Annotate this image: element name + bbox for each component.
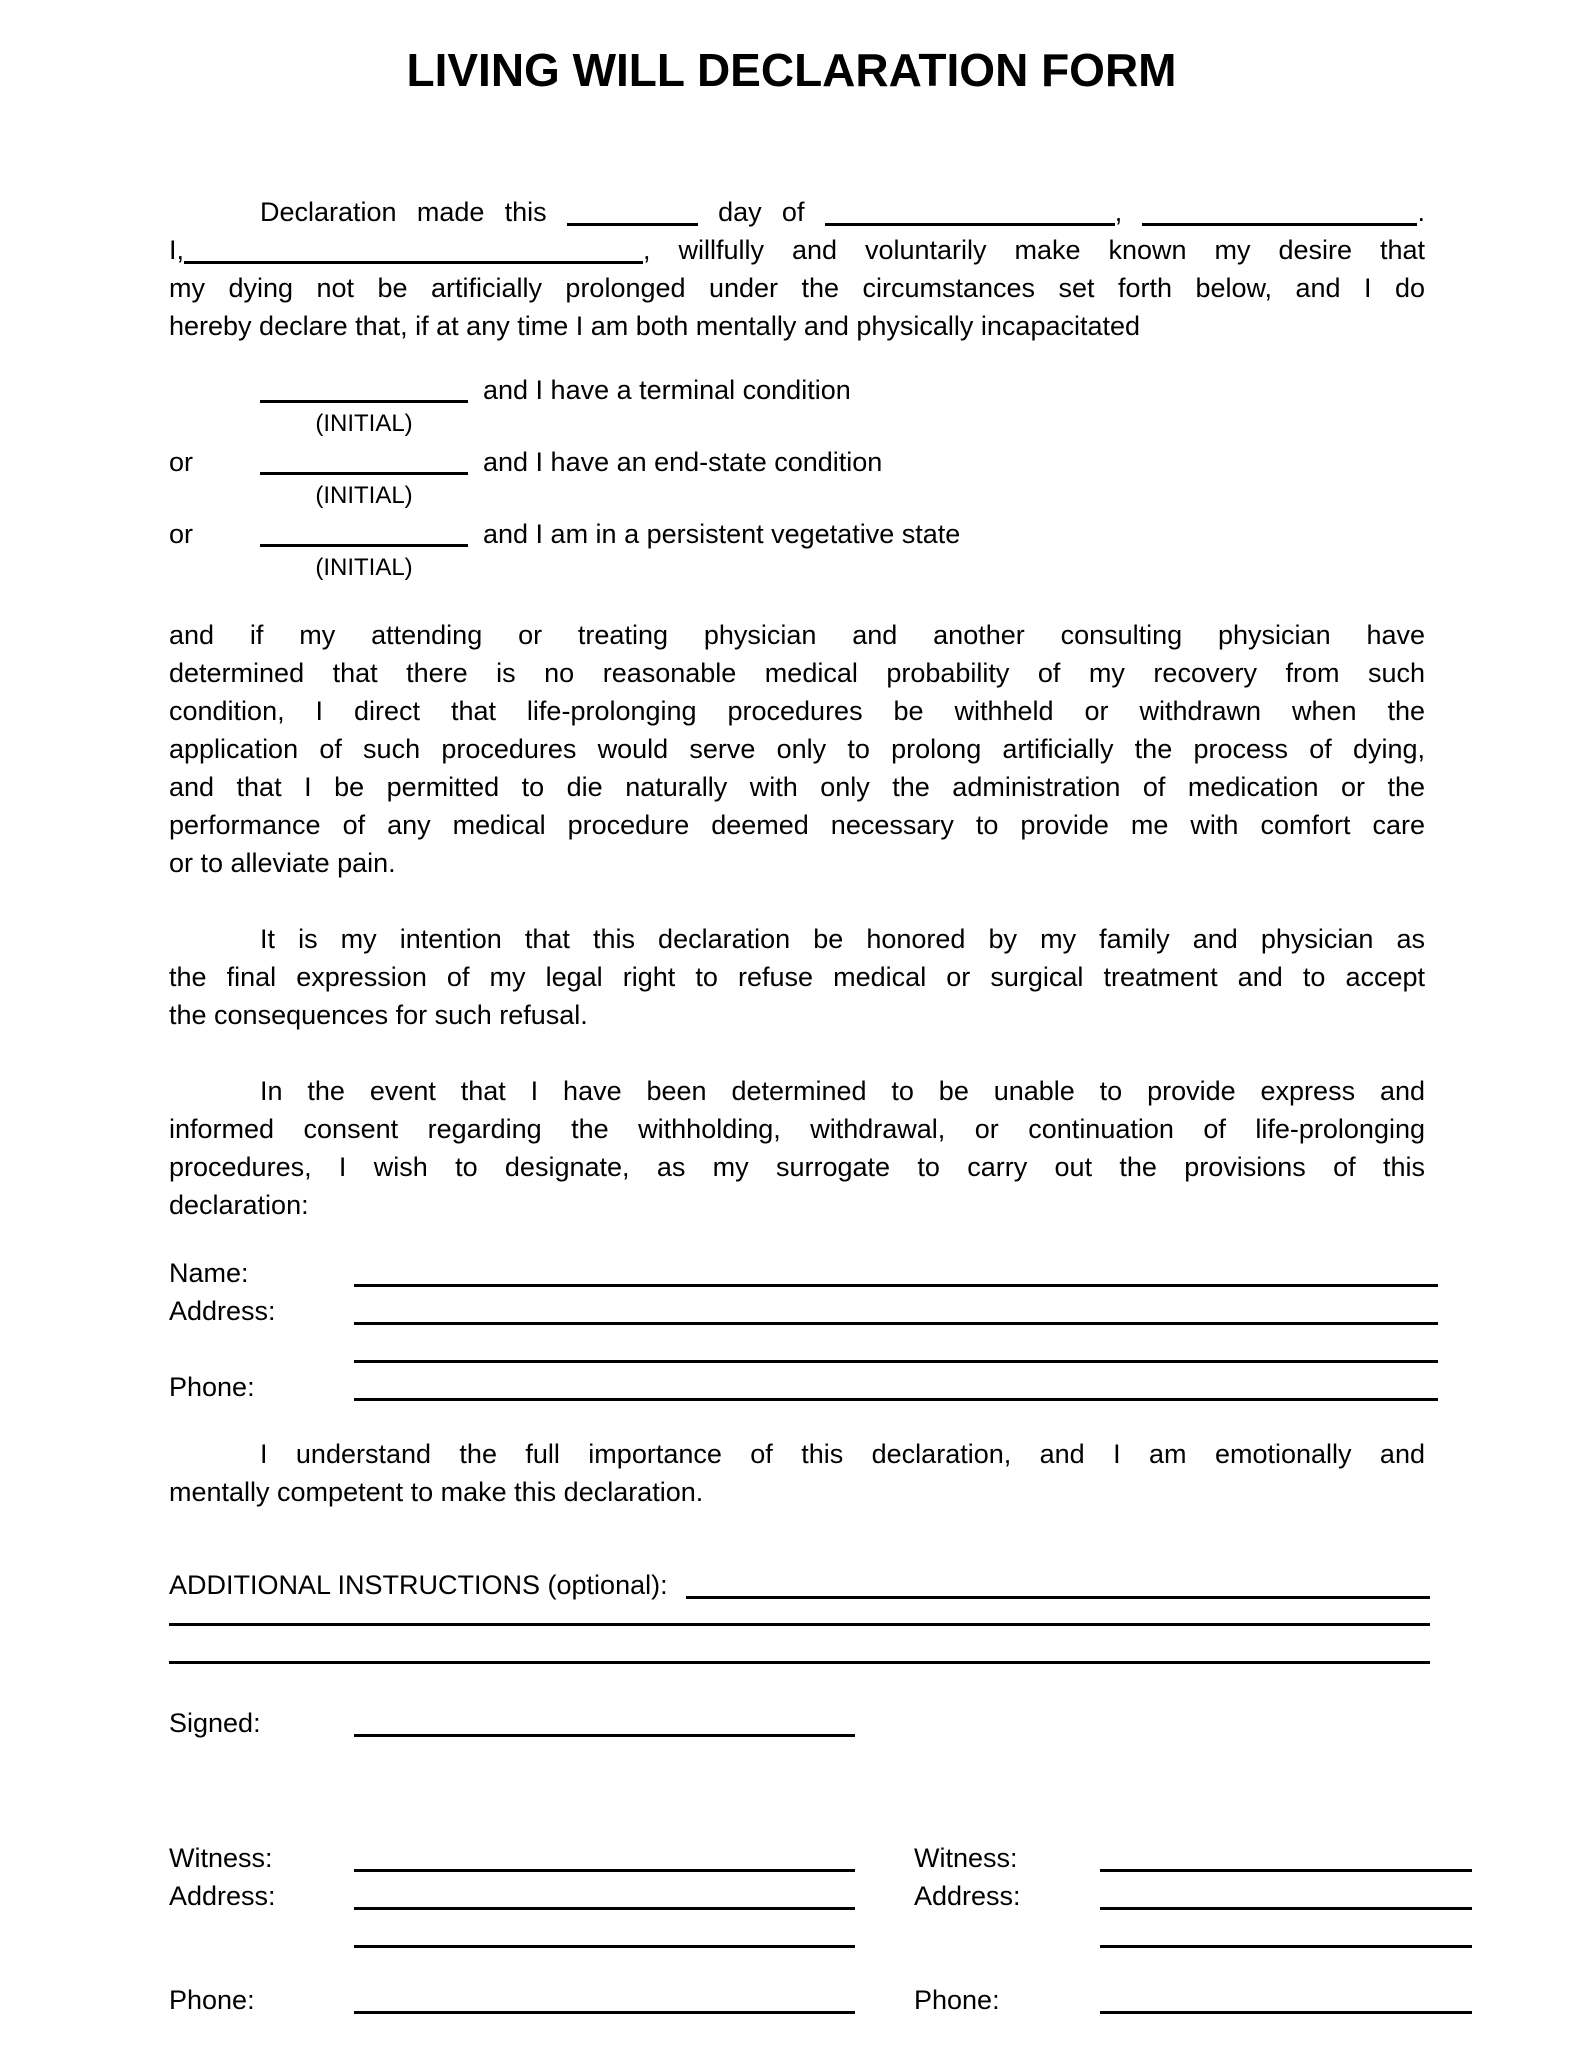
- witness-block-left: [169, 1839, 855, 2019]
- paragraph-line: condition, I direct that life-prolonging procedures be withheld or withdrawn when the: [169, 696, 1425, 726]
- initial-option-text: and I am in a persistent vegetative state: [483, 519, 961, 549]
- paragraph-line: application of such procedures would serve only to prolong artificially the process of dying,: [169, 734, 1425, 764]
- witness-right-name-line[interactable]: [1100, 1869, 1472, 1872]
- initial-caption: (INITIAL): [315, 554, 413, 581]
- month-blank[interactable]: [825, 223, 1115, 226]
- signed-line[interactable]: [354, 1734, 855, 1737]
- paragraph-line: procedures, I wish to designate, as my surrogate to carry out the provisions of this: [169, 1152, 1425, 1182]
- initial-blank-terminal[interactable]: [260, 400, 468, 403]
- designation-paragraph: [169, 1072, 1425, 1224]
- witness-phone-row: [169, 1981, 855, 2019]
- paragraph-line: and if my attending or treating physician and another consulting physician have: [169, 620, 1425, 650]
- additional-instructions-line-1[interactable]: [169, 1623, 1430, 1626]
- witness-label: Witness:: [169, 1843, 273, 1873]
- additional-instructions-row: [169, 1566, 1430, 1604]
- surrogate-phone-row: [169, 1368, 1425, 1406]
- witness-right-phone-line[interactable]: [1100, 2011, 1472, 2014]
- initial-option-text: and I have a terminal condition: [483, 375, 851, 405]
- intro-line-2: [169, 231, 1425, 269]
- witness-row: [169, 1839, 855, 1877]
- paragraph-line: performance of any medical procedure deemed necessary to provide me with comfort care: [169, 810, 1425, 840]
- witness-block-right: [914, 1839, 1472, 2019]
- address-label: Address:: [914, 1881, 1021, 1911]
- paragraph-line: determined that there is no reasonable medical probability of my recovery from such: [169, 658, 1425, 688]
- witness-address-row-2: [169, 1915, 855, 1953]
- witness-left-phone-line[interactable]: [354, 2011, 855, 2014]
- address-label: Address:: [169, 1881, 276, 1911]
- witness-phone-row: [914, 1981, 1472, 2019]
- surrogate-address-line-1[interactable]: [354, 1322, 1438, 1325]
- intro-line-1-text-d: .: [1417, 197, 1425, 227]
- intro-line-4: hereby declare that, if at any time I am both mentally and physically incapacitated: [169, 311, 1141, 341]
- witness-right-address-line-2[interactable]: [1100, 1945, 1472, 1948]
- additional-instructions-label: ADDITIONAL INSTRUCTIONS (optional):: [169, 1570, 668, 1600]
- paragraph-line: I understand the full importance of this declaration, and I am emotionally and: [260, 1439, 1425, 1469]
- initial-option-text: and I have an end-state condition: [483, 447, 883, 477]
- witness-address-row: [169, 1877, 855, 1915]
- initial-option-row-terminal: [169, 371, 1425, 443]
- witness-address-row: [914, 1877, 1472, 1915]
- intro-line-2-text-b: , willfully and voluntarily make known my desire that: [643, 235, 1425, 265]
- initial-blank-end-state[interactable]: [260, 472, 468, 475]
- paragraph-line: the final expression of my legal right to refuse medical or surgical treatment and to accept: [169, 962, 1425, 992]
- paragraph-line: In the event that I have been determined to be unable to provide express and: [260, 1076, 1425, 1106]
- initial-option-row-vegetative: [169, 515, 1425, 587]
- declarant-name-blank[interactable]: [184, 261, 643, 264]
- surrogate-name-line[interactable]: [354, 1284, 1438, 1287]
- surrogate-phone-line[interactable]: [354, 1398, 1438, 1401]
- year-blank[interactable]: [1142, 223, 1417, 226]
- paragraph-line: or to alleviate pain.: [169, 848, 396, 878]
- intro-line-1-text-b: day of: [697, 197, 825, 227]
- paragraph-line: informed consent regarding the withholding, withdrawal, or continuation of life-prolonging: [169, 1114, 1425, 1144]
- initial-caption: (INITIAL): [315, 482, 413, 509]
- day-blank[interactable]: [567, 223, 698, 226]
- paragraph-line: It is my intention that this declaration be honored by my family and physician as: [260, 924, 1425, 954]
- phone-label: Phone:: [914, 1985, 1000, 2015]
- additional-instructions-blank[interactable]: [686, 1596, 1430, 1599]
- phone-label: Phone:: [169, 1372, 255, 1402]
- intro-line-2-text-a: I,: [169, 235, 185, 265]
- witness-left-name-line[interactable]: [354, 1869, 855, 1872]
- surrogate-address-line-2[interactable]: [354, 1360, 1438, 1363]
- form-title: LIVING WILL DECLARATION FORM: [406, 44, 1177, 96]
- initial-options: [169, 371, 1425, 587]
- witness-left-address-line-1[interactable]: [354, 1907, 855, 1910]
- additional-instructions-line-2[interactable]: [169, 1661, 1430, 1664]
- witness-right-address-line-1[interactable]: [1100, 1907, 1472, 1910]
- witness-section: [169, 1839, 1425, 2019]
- or-label: [169, 371, 260, 409]
- witness-row: [914, 1839, 1472, 1877]
- witness-address-row-2: [914, 1915, 1472, 1953]
- paragraph-line: the consequences for such refusal.: [169, 1000, 588, 1030]
- intro-line-1-text-c: ,: [1114, 197, 1143, 227]
- intention-paragraph: [169, 920, 1425, 1034]
- surrogate-name-row: [169, 1254, 1425, 1292]
- paragraph-line: declaration:: [169, 1190, 309, 1220]
- surrogate-address-row-2: [169, 1330, 1425, 1368]
- or-label: or: [169, 519, 194, 549]
- initial-caption: (INITIAL): [315, 410, 413, 437]
- witness-label: Witness:: [914, 1843, 1018, 1873]
- paragraph-line: and that I be permitted to die naturally with only the administration of medication or the: [169, 772, 1425, 802]
- name-label: Name:: [169, 1258, 249, 1288]
- paragraph-line: mentally competent to make this declaration.: [169, 1477, 704, 1507]
- witness-left-address-line-2[interactable]: [354, 1945, 855, 1948]
- or-label: or: [169, 447, 194, 477]
- address-label: Address:: [169, 1296, 276, 1326]
- intro-line-3: my dying not be artificially prolonged under the circumstances set forth below, and I do: [169, 273, 1425, 303]
- surrogate-address-row: [169, 1292, 1425, 1330]
- signed-label: Signed:: [169, 1708, 261, 1738]
- surrogate-fields: [169, 1254, 1425, 1406]
- intro-line-1-text-a: Declaration made this: [260, 197, 567, 227]
- intro-line-1: [169, 193, 1425, 231]
- signed-row: [169, 1704, 1425, 1742]
- directive-paragraph: [169, 616, 1425, 882]
- initial-blank-vegetative[interactable]: [260, 544, 468, 547]
- competence-paragraph: [169, 1435, 1425, 1511]
- intro-paragraph: [169, 193, 1425, 345]
- initial-option-row-end-state: [169, 443, 1425, 515]
- phone-label: Phone:: [169, 1985, 255, 2015]
